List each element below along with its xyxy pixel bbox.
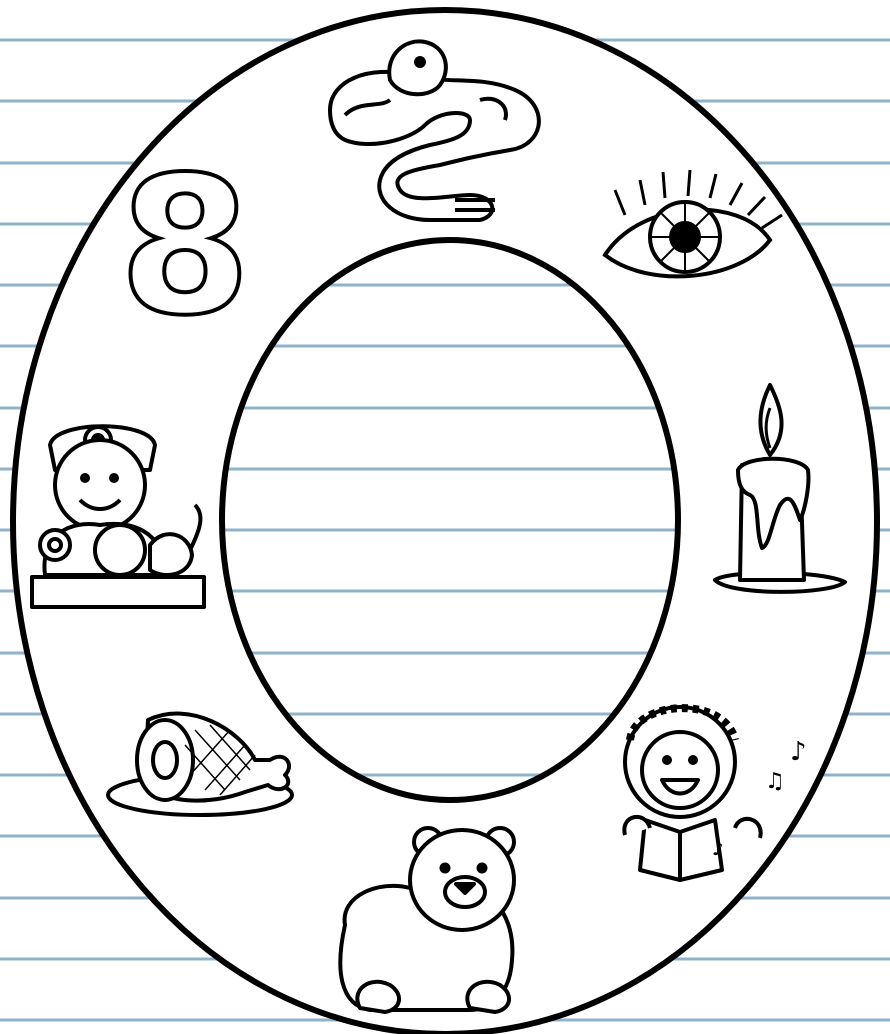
svg-text:♫: ♫: [765, 769, 785, 794]
svg-text:♪: ♪: [712, 839, 724, 860]
svg-text:♪: ♪: [790, 737, 807, 767]
number-eight: 8: [118, 136, 252, 357]
